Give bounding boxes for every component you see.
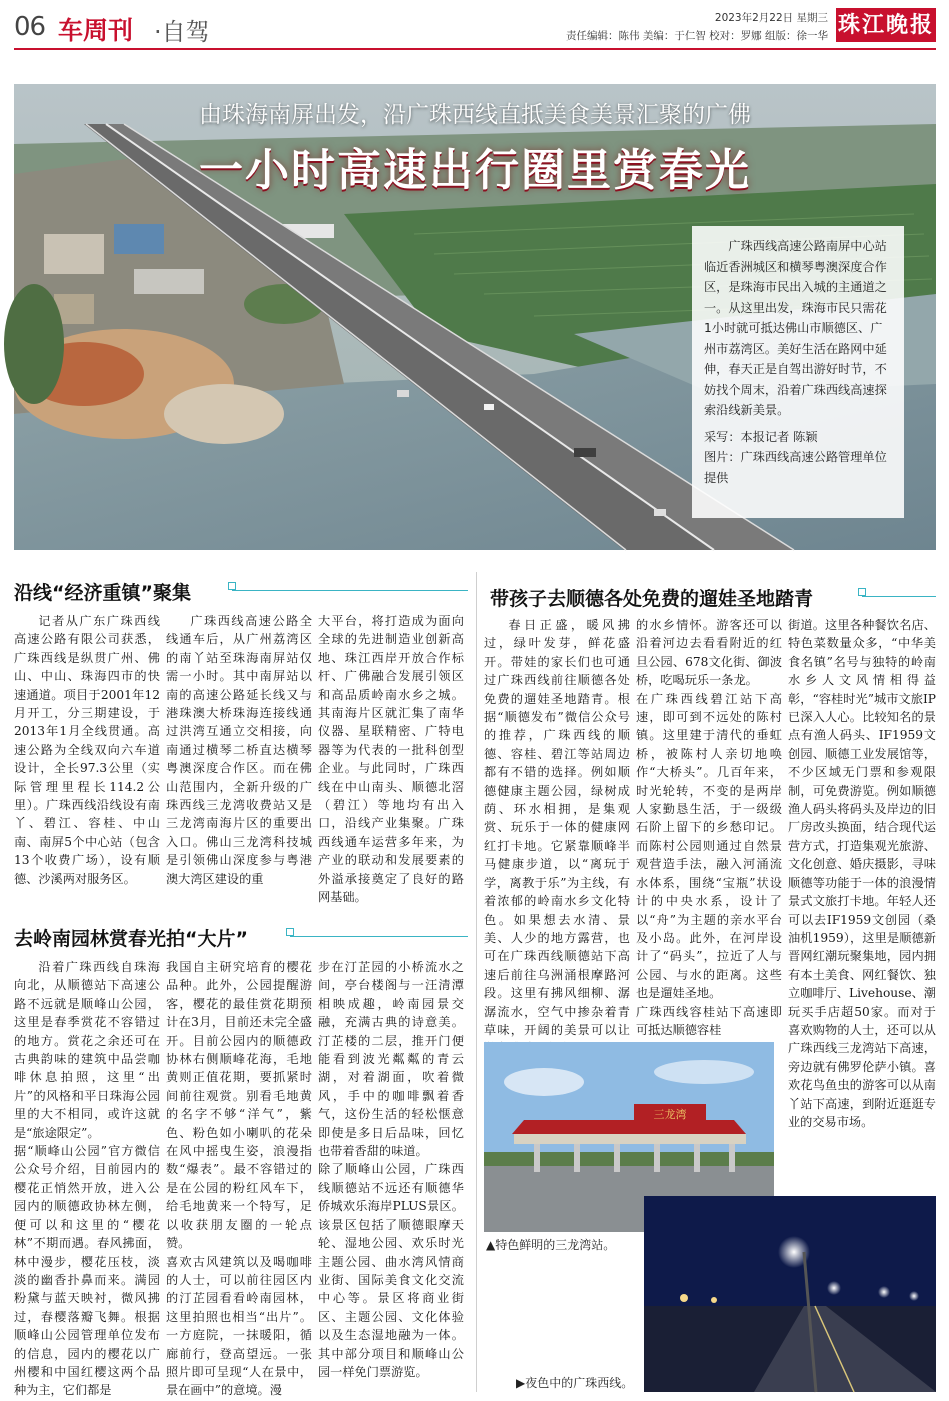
article3-text-1: 春日正盛，暖风拂过，绿叶发芽，鲜花盛开。带娃的家长们也可通过广珠西线前往顺德各处免费的遛娃圣地踏青。根据“顺德发布”微信公众号的推荐，广珠西线的顺德、容桂、碧江等站周边都有不错的选择。例如顺德健康主题公园，绿树成荫、环水相拥，是集观赏、玩乐于一体的健康网红打卡地。它紧靠顺峰半马健康步道，以“离玩于学，离教于乐”为主线，有着浓郁的岭南水乡文化特色。如果想去水清、景美、人少的地方露营，也可在广珠西线顺德站下高速后前往乌洲涌根摩路河段。这里有拂风细柳、潺潺流水，空气中掺杂着青草味，开阔的美景可以让 [484,618,630,1037]
article2-column-1 [14,958,160,1398]
article1-column-1 [14,612,160,886]
article3-text-2: 的水乡情怀。游客还可以沿着河边去看看附近的红旦公园、678文化街、御波桥，吃喝玩乐一条龙。 在广珠西线碧江站下高速，即可到不远处的陈村镇。这里建于清代的垂虹桥，被陈村人亲切地唤作“大桥头”。几百年来，时光轮转，不变的是两岸人家勤恳生活，于一级级石阶上留下的乡愁印记。而陈村公园则通过自然景观营造手法，融入河涌流水体系，围绕“宝瓶”状设计的中央水系，设计了以“舟”为主题的亲水平台及小岛。此外，在河岸设计了“码头”，拉近了人与公园、与水的距离。这些也是遛娃圣地。 广珠西线容桂站下高速即可抵达顺德容桂 [636,618,782,1037]
hero-subtitle: 由珠海南屏出发，沿广珠西线直抵美食美景汇聚的广佛 [199,102,751,128]
article2-heading: 去岭南园林赏春光拍“大片” [14,928,248,950]
newspaper-logo: 珠江晚报 [836,8,936,42]
article1-column-2 [166,612,312,886]
article2-text-2: 我国自主研究培育的樱花品种。此外，公园提醒游客，樱花的最佳赏花期预计在3月，目前还未完全盛开。目前公园内的顺德政协林右侧顺峰花海，毛地黄则正值花期，要抓紧时间前往观赏。别看毛地黄的名字不够“洋气”，紫色、粉色如小喇叭的花朵在风中摇曳生姿，浪漫指数“爆表”。最不容错过的是在公园的粉红风车下，给毛地黄来一个特写，足以收获朋友圈的一轮点赞。 喜欢古风建筑以及喝咖啡的人士，可以前往园区内的汀芷园看看岭南园林，这里拍照也相当“出片”。一方庭院，一抹暖阳，循廊前行，登高望远。一张照片即可呈现“人在景中，景在画中”的意境。漫 [166,960,312,1398]
masthead-meta [566,10,828,43]
article3-column-1 [484,616,630,1037]
hero-title: 一小时高速出行圈里赏春光 [199,145,751,196]
issue-date: 2023年2月22日 星期三 [714,12,828,24]
article3-text-3: 街道。这里各种餐饮名店、特色菜数量众多，“中华美食名镇”名号与独特的岭南水乡人文风情相得益彰，“容桂时光”城市文旅IP已深入人心。比较知名的景点有渔人码头、IF1959文创园、顺德工业发展馆等，不少区域无门票和参观限制，可免费游览。例如顺德渔人码头将码头及岸边的旧厂房改头换面，结合现代运营方式，打造集观光旅游、文化创意、婚庆摄影，寻味顺德等功能于一体的浪漫情景式文旅打卡地。年轻人还可以去IF1959文创园（桑油机1959），这里是顺德新晋网红潮玩聚集地，园内拥有本土美食、网红餐饮、独立咖啡厅、Livehouse、潮玩买手店超50家。而对于喜欢购物的人士，还可以从广珠西线三龙湾站下高速，旁边就有佛罗伦萨小镇。喜欢花鸟鱼虫的游客可以从南丫站下高速，到附近逛逛专业的交易市场。 [788,618,936,1129]
sub-section-title: ·自驾 [154,18,210,46]
hero-photo [14,84,936,550]
hero-intro-box [692,226,904,518]
heading-rule [862,596,936,597]
masthead [14,8,936,48]
heading-rule [232,590,468,591]
article2-text-1: 沿着广珠西线自珠海向北，从顺德站下高速公路不远就是顺峰山公园，这里是春季赏花不容错过的地方。赏花之余还可在古典韵味的建筑中品尝咖啡休息拍照，这里“出片”的风格和平日珠海公园里的大不相同，或许这就是“旅途限定”。 据“顺峰山公园”官方微信公众号介绍，目前园内的樱花正悄然开放，进入公园内的顺德政协林左侧，便可以和这里的“樱花林”不期而遇。春风拂面，林中漫步，樱花压枝，淡淡的幽香扑鼻而来。满园粉黛与蓝天映衬，微风拂过，春樱落瓣飞舞。根据顺峰山公园管理单位发布的信息，园内的樱花以广州樱和中国红樱这两个品种为主，它们都是 [14,960,160,1398]
heading-rule [290,936,468,937]
article1-column-3 [318,612,464,905]
heading-ornament [286,928,294,936]
masthead-rule [14,48,936,50]
night-road-illustration [644,1196,936,1392]
article1-text-3: 大平台，将打造成为面向全球的先进制造业创新高地、珠江西岸开放合作标杆、广佛融合发展引领区和高品质岭南水乡之城。其南海片区就汇集了南华仪器、星联精密、广特电器等为代表的一批科创型企业。与此同时，广珠西线在中山南头、顺德北滘（碧江）等地均有出入口，沿线产业集聚。广珠西线通车运营多年来，为产业的联动和发展要素的外溢承接奠定了良好的路网基础。 [318,614,464,905]
article1-text-1: 记者从广东广珠西线高速公路有限公司获悉，广珠西线是纵贯广州、佛山、中山、珠海四市的快速通道。项目于2001年12月开工，分三期建设，于2013年1月全线贯通。高速公路为全线双向六车道设计，全长97.3公里（实际管理里程长114.2公里）。广珠西线沿线设有南丫、碧江、容桂、中山南、南屏5个中心站（包含13个收费广场），设有顺德、沙溪两对服务区。 [14,614,160,886]
article1-text-2: 广珠西线高速公路全线通车后，从广州荔湾区的南丫站至珠海南屏站仅需一小时。其中南屏站以南的高速公路延长线又与港珠澳大桥珠海连接线通过洪湾互通立交相接，向南通过横琴二桥直达横琴粤澳深度合作区。而在佛山范围内，全新升级的广珠西线三龙湾收费站又是三龙湾南海片区的重要出入口。佛山三龙湾科技城是引领佛山深度参与粤港澳大湾区建设的重 [166,614,312,886]
article3-heading: 带孩子去顺德各处免费的遛娃圣地踏青 [490,588,814,610]
article1-heading: 沿线“经济重镇”聚集 [14,582,191,604]
article2-text-3: 步在汀芷园的小桥流水之间，亭台楼阁与一汪清潭相映成趣，岭南园景交融，充满古典的诗意美。汀芷楼的二层，推开门便能看到波光粼粼的青云湖，对着湖面，吹着微风，手中的咖啡飘着香气，这份生活的轻松惬意即使是多日后品味，回忆也带着香甜的味道。 除了顺峰山公园，广珠西线顺德站不远还有顺德华侨城欢乐海岸PLUS景区。该景区包括了顺德眼摩天轮、湿地公园、欢乐时光主题公园、曲水湾风情商业街、国际美食文化交流中心等。景区将商业街区、主题公园、文化体验以及生态湿地融为一体。其中部分项目和顺峰山公园一样免门票游览。 [318,960,464,1379]
heading-ornament [858,588,866,596]
page-number: 06 [14,12,46,42]
article3-column-2 [636,616,782,1037]
night-highway-photo [644,1196,936,1392]
article2-column-2 [166,958,312,1398]
sanlongwan-caption: ▲特色鲜明的三龙湾站。 [486,1238,616,1252]
night-caption: ▶夜色中的广珠西线。 [516,1376,634,1390]
writer-credit: 采写：本报记者 陈颖 [704,429,818,444]
section-title: 车周刊 [58,16,134,45]
hero-intro-text: 广珠西线高速公路南屏中心站临近香洲城区和横琴粤澳深度合作区，是珠海市民出入城的主通道之一。从这里出发，珠海市民只需花1小时就可抵达佛山市顺德区、广州市荔湾区。美好生活在路网中延伸，春天正是自驾出游好时节，不妨找个周末，沿着广珠西线高速探索沿线新美景。 [704,239,887,417]
article2-column-3 [318,958,464,1394]
column-divider [476,572,477,1392]
photo-credit: 图片：广珠西线高速公路管理单位提供 [704,450,887,485]
editor-credits: 责任编辑：陈伟 美编：于仁智 校对：罗娜 组版：徐一华 [565,30,828,42]
article3-column-3 [788,616,936,1192]
heading-ornament [228,582,236,590]
toll-sign-text: 三龙湾 [653,1108,687,1121]
